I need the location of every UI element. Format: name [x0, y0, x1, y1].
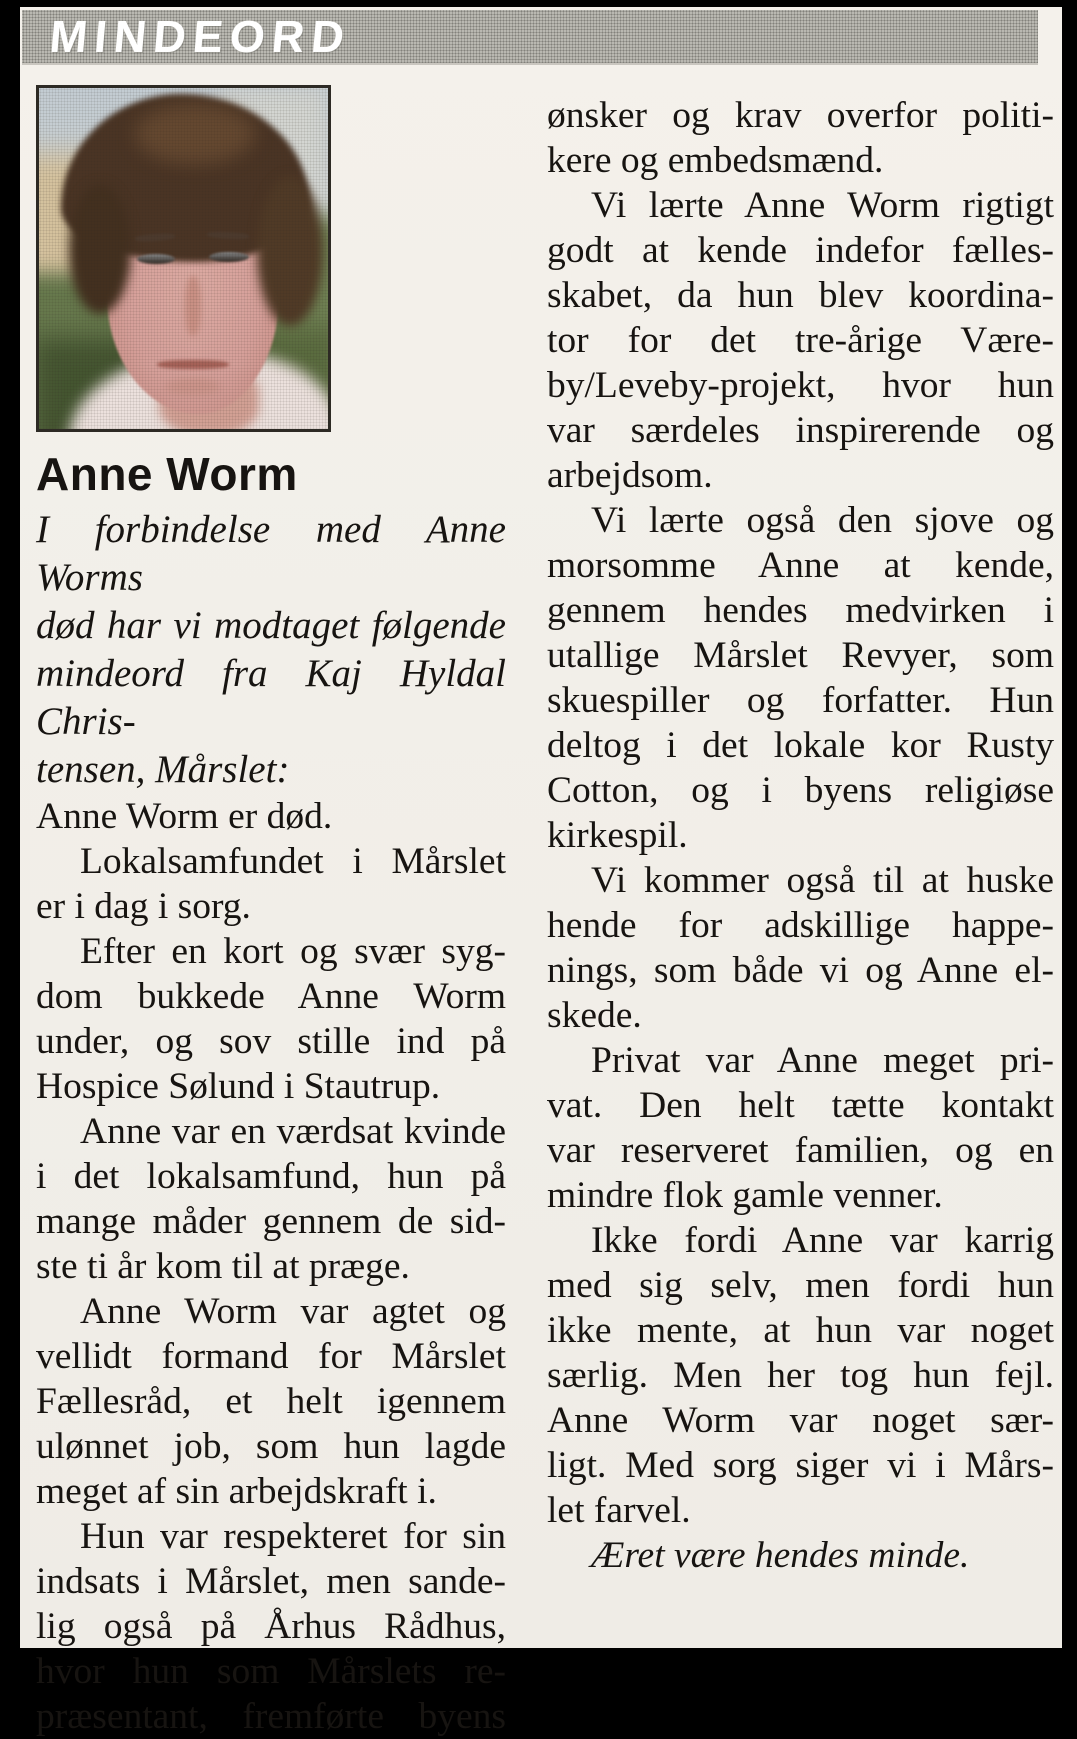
text-line: Æret være hendes minde.: [591, 1535, 970, 1576]
text-line: kirkespil.: [547, 815, 688, 856]
text-line: deltog i det lokale kor Rusty: [547, 725, 1054, 766]
paragraph: [36, 839, 506, 929]
text-line: Anne Worm var noget sær-: [547, 1400, 1054, 1441]
text-line: Hospice Sølund i Stautrup.: [36, 1066, 441, 1107]
text-line: gennem hendes medvirken i: [547, 590, 1054, 631]
paragraph: [547, 858, 1054, 1038]
text-line: dom bukkede Anne Worm: [36, 976, 506, 1017]
portrait-photo: [36, 85, 331, 432]
text-line: I forbindelse med Anne Worms: [36, 508, 506, 599]
page: [20, 7, 1062, 1737]
text-line: i det lokalsamfund, hun på: [36, 1156, 506, 1197]
text-line: ikke mente, at hun var noget: [547, 1310, 1054, 1351]
text-line: vellidt formand for Mårslet: [36, 1336, 506, 1377]
right-column: [547, 93, 1054, 1578]
paragraph: [36, 794, 506, 839]
paragraph: [36, 929, 506, 1109]
text-line: morsomme Anne at kende,: [547, 545, 1054, 586]
text-line: nings, som både vi og Anne el-: [547, 950, 1054, 991]
text-line: Anne Worm var agtet og: [80, 1291, 506, 1332]
text-line: skabet, da hun blev koordina-: [547, 275, 1054, 316]
text-line: let farvel.: [547, 1490, 691, 1531]
text-line: tensen, Mårslet:: [36, 748, 290, 791]
text-line: Fællesråd, et helt igennem: [36, 1381, 506, 1422]
text-line: ligt. Med sorg siger vi i Mårs-: [547, 1445, 1054, 1486]
text-line: under, og sov stille ind på: [36, 1021, 506, 1062]
text-line: indsats i Mårslet, men sande-: [36, 1561, 506, 1602]
text-line: var særdeles inspirerende og: [547, 410, 1054, 451]
text-line: Anne Worm er død.: [36, 796, 333, 837]
text-line: Vi kommer også til at huske: [591, 860, 1054, 901]
text-line: tor for det tre-årige Være-: [547, 320, 1054, 361]
text-line: meget af sin arbejdskraft i.: [36, 1471, 437, 1512]
photo-halftone-overlay: [39, 88, 328, 429]
text-line: hende for adskillige happe-: [547, 905, 1054, 946]
paragraph: [547, 93, 1054, 183]
article-heading: Anne Worm: [36, 448, 298, 500]
text-line: Ikke fordi Anne var karrig: [591, 1220, 1054, 1261]
text-line: Vi lærte også den sjove og: [591, 500, 1054, 541]
paragraph: [36, 1289, 506, 1514]
text-line: særlig. Men her tog hun fejl.: [547, 1355, 1054, 1396]
text-line: mange måder gennem de sid-: [36, 1201, 506, 1242]
text-line: skuespiller og forfatter. Hun: [547, 680, 1054, 721]
left-column: [36, 85, 506, 1739]
text-line: Efter en kort og svær syg-: [80, 931, 506, 972]
text-line: Hun var respekteret for sin: [80, 1516, 506, 1557]
text-line: var reserveret familien, og en: [547, 1130, 1054, 1171]
paragraph: [36, 506, 506, 794]
paragraph: [36, 1109, 506, 1289]
text-line: død har vi modtaget følgende: [36, 604, 506, 647]
text-line: utallige Mårslet Revyer, som: [547, 635, 1054, 676]
text-line: by/Leveby-projekt, hvor hun: [547, 365, 1054, 406]
article-text-right: [547, 93, 1054, 1578]
text-line: mindeord fra Kaj Hyldal Chris-: [36, 652, 506, 743]
section-banner: [22, 10, 1038, 63]
text-line: Anne var en værdsat kvinde: [80, 1111, 506, 1152]
paragraph: [547, 1533, 1054, 1578]
paragraph: [547, 498, 1054, 858]
paragraph: [547, 1218, 1054, 1533]
section-banner-title: MINDEORD: [47, 11, 354, 62]
text-line: ulønnet job, som hun lagde: [36, 1426, 506, 1467]
text-line: skede.: [547, 995, 642, 1036]
text-line: med sig selv, men fordi hun: [547, 1265, 1054, 1306]
text-line: kere og embedsmænd.: [547, 140, 884, 181]
text-line: lig også på Århus Rådhus,: [36, 1606, 506, 1647]
text-line: ønsker og krav overfor politi-: [547, 95, 1054, 136]
text-line: ste ti år kom til at præge.: [36, 1246, 410, 1287]
paragraph: [547, 1038, 1054, 1218]
text-line: arbejdsom.: [547, 455, 713, 496]
paragraph: [547, 183, 1054, 498]
text-line: vat. Den helt tætte kontakt: [547, 1085, 1054, 1126]
text-line: Cotton, og i byens religiøse: [547, 770, 1054, 811]
article-text-left: [36, 506, 506, 1739]
text-line: Vi lærte Anne Worm rigtigt: [591, 185, 1054, 226]
paragraph: [36, 1514, 506, 1739]
text-line: præsentant, fremførte byens: [36, 1696, 506, 1737]
text-line: er i dag i sorg.: [36, 886, 251, 927]
text-line: Privat var Anne meget pri-: [591, 1040, 1054, 1081]
text-line: Lokalsamfundet i Mårslet: [80, 841, 506, 882]
text-line: mindre flok gamle venner.: [547, 1175, 943, 1216]
text-line: godt at kende indefor fælles-: [547, 230, 1054, 271]
text-line: hvor hun som Mårslets re-: [36, 1651, 506, 1692]
